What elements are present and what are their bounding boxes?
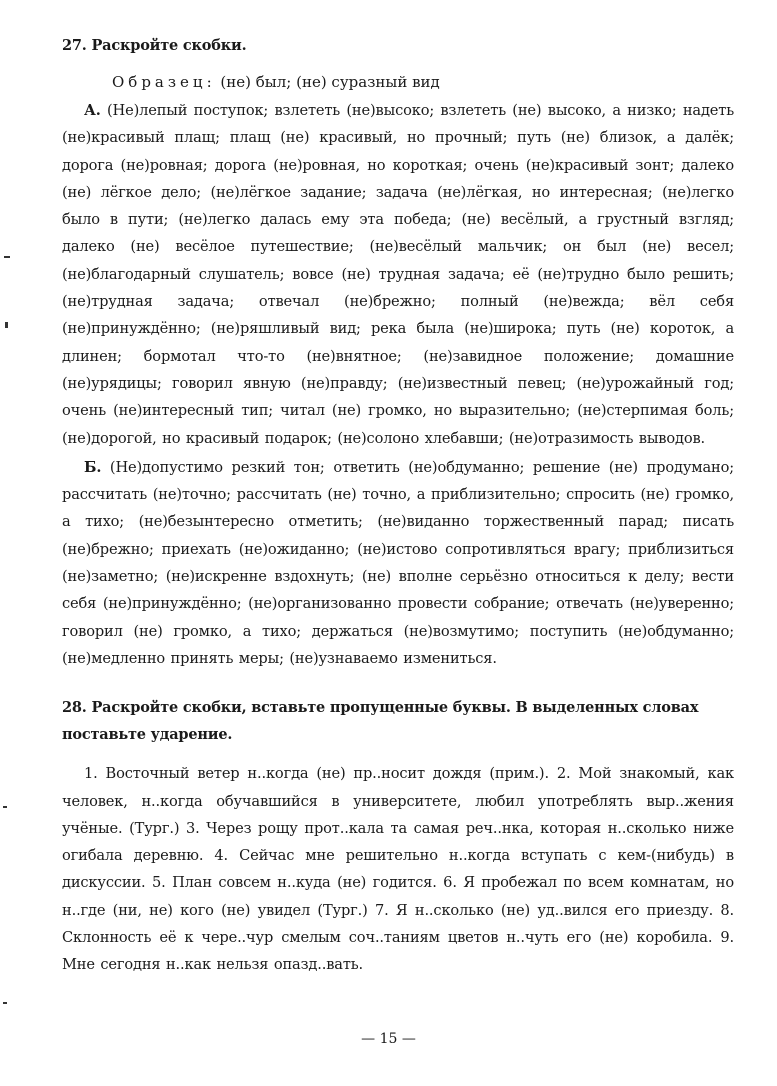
- exercise-27-title: 27. Раскройте скобки.: [62, 37, 247, 54]
- scan-edge-mark: [5, 322, 8, 328]
- exercise-27-sample: [112, 70, 734, 94]
- part-b-text: (Не)допустимо резкий тон; ответить (не)обдуманно; решение (не) продумано; рассчитать (не)точно; рассчитать (не) точно, а приблизительно; спросить (не) громко, а тихо; (не)безынтересно отметить; (не)виданно торжественный парад; писать (не)брежно; приехать (не)ожиданно; (не)истово сопротивляться врагу; приблизиться (не)заметно; (не)искренне вздохнуть; (не) вполне серьёзно относиться к делу; вести себя (не)принуждённо; (не)организованно провести собрание; отвечать (не)уверенно; говорил (не) громко, а тихо; держаться (не)возмутимо; поступить (не)обдуманно; (не)медленно принять меры; (не)узнаваемо измениться.: [62, 458, 734, 667]
- exercise-28-title: 28. Раскройте скобки, вставьте пропущенные буквы. В выделенных словах поставьте ударение.: [62, 699, 699, 744]
- sample-label: Образец:: [112, 73, 216, 91]
- scan-edge-mark: [3, 806, 7, 808]
- exercise-28-text: 1. Восточный ветер н..когда (не) пр..носит дождя (прим.). 2. Мой знакомый, как человек, н..когда обучавшийся в университете, любил употреблять выр..жения учёные. (Тург.) 3. Через рощу прот..кала та самая реч..нка, которая н..сколько ниже огибала деревню. 4. Сейчас мне решительно н..когда вступать с кем-(нибудь) в дискуссии. 5. План совсем н..куда (не) годится. 6. Я пробежал по всем комнатам, но н..где (ни, не) кого (не) увидел (Тург.) 7. Я н..сколько (не) уд..вился его приезду. 8. Склонность её к чере..чур смелым соч..таниям цветов н..чуть его (не) коробила. 9. Мне сегодня н..как нельзя опазд..вать.: [62, 765, 734, 974]
- scan-edge-mark: [3, 1002, 7, 1004]
- exercise-27-part-a: [62, 97, 734, 452]
- scan-edge-mark: [4, 256, 10, 258]
- exercise-27-part-b: [62, 454, 734, 672]
- sample-text: (не) был; (не) суразный вид: [220, 73, 440, 91]
- textbook-page: [62, 36, 734, 979]
- part-a-text: (Не)лепый поступок; взлететь (не)высоко; взлететь (не) высоко, а низко; надеть (не)красивый плащ; плащ (не) красивый, но прочный; путь (не) близок, а далёк; дорога (не)ровная; дорога (не)ровная, но короткая; очень (не)красивый зонт; далеко (не) лёгкое дело; (не)лёгкое задание; задача (не)лёгкая, но интересная; (не)легко было в пути; (не)легко далась ему эта победа; (не) весёлый, а грустный взгляд; далеко (не) весёлое путешествие; (не)весёлый мальчик; он был (не) весел; (не)благодарный слушатель; вовсе (не) трудная задача; её (не)трудно было решить; (не)трудная задача; отвечал (не)брежно; полный (не)вежда; вёл себя (не)принуждённо; (не)ряшливый вид; река была (не)широка; путь (не) короток, а длинен; бормотал что-то (не)внятное; (не)завидное положение; домашние (не)урядицы; говорил явную (не)правду; (не)известный певец; (не)урожайный год; очень (не)интересный тип; читал (не) громко, но выразительно; (не)стерпимая боль; (не)дорогой, но красивый подарок; (не)солоно хлебавши; (не)отразимость выводов.: [62, 102, 734, 447]
- part-a-label: А.: [84, 102, 101, 119]
- page-number: — 15 —: [361, 1031, 416, 1047]
- part-b-label: Б.: [84, 458, 102, 476]
